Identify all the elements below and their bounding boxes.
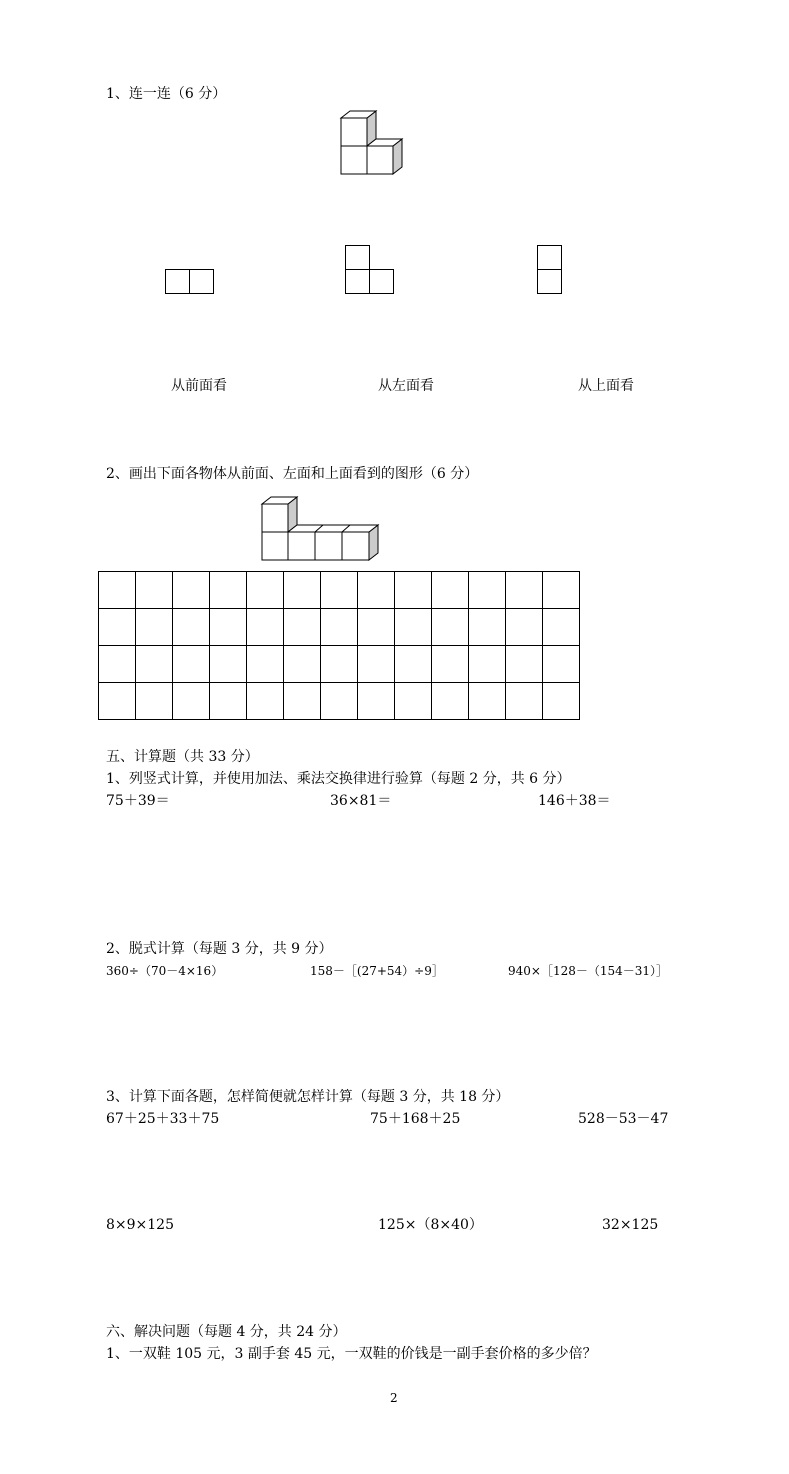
sec5-p2-title: 2、脱式计算（每题 3 分，共 9 分） — [106, 941, 333, 957]
sec5-p2-item-3: 940×［128－（154－31）］ — [508, 964, 669, 978]
sec5-p1-item-2: 36×81＝ — [330, 793, 392, 809]
sec5-p3-row1-item-1: 67＋25＋33＋75 — [106, 1111, 220, 1127]
q1-title: 1、连一连（6 分） — [106, 86, 227, 102]
q1-view-option-b — [345, 245, 395, 295]
sec5-p2-item-2: 158－［(27+54）÷9］ — [310, 964, 444, 978]
sec5-p1-item-3: 146＋38＝ — [538, 793, 611, 809]
q2-drawing-grid — [98, 571, 580, 720]
page-number: 2 — [390, 1391, 398, 1405]
sec6-q1: 1、一双鞋 105 元，3 副手套 45 元，一双鞋的价钱是一副手套价格的多少倍？ — [106, 1346, 597, 1362]
sec5-p3-row1-item-3: 528－53－47 — [578, 1111, 669, 1127]
q1-label-left: 从左面看 — [378, 378, 434, 394]
q2-cube-figure — [261, 496, 381, 562]
sec5-p3-row2-item-1: 8×9×125 — [106, 1217, 174, 1233]
q1-label-top: 从上面看 — [578, 378, 634, 394]
q1-view-option-c — [537, 245, 563, 295]
q2-title: 2、画出下面各物体从前面、左面和上面看到的图形（6 分） — [106, 466, 479, 482]
sec5-title: 五、计算题（共 33 分） — [106, 749, 259, 765]
q1-view-option-a — [165, 269, 215, 295]
sec5-p3-title: 3、计算下面各题，怎样简便就怎样计算（每题 3 分，共 18 分） — [106, 1089, 510, 1105]
sec5-p2-item-1: 360÷（70－4×16） — [106, 964, 224, 978]
sec5-p3-row2-item-2: 125×（8×40） — [378, 1217, 483, 1233]
q1-cube-figure — [340, 110, 406, 176]
sec5-p1-title: 1、列竖式计算，并使用加法、乘法交换律进行验算（每题 2 分，共 6 分） — [106, 771, 571, 787]
sec5-p1-item-1: 75＋39＝ — [106, 793, 170, 809]
sec5-p3-row1-item-2: 75＋168＋25 — [370, 1111, 461, 1127]
sec5-p3-row2-item-3: 32×125 — [602, 1217, 659, 1233]
q1-label-front: 从前面看 — [171, 378, 227, 394]
sec6-title: 六、解决问题（每题 4 分，共 24 分） — [106, 1324, 347, 1340]
